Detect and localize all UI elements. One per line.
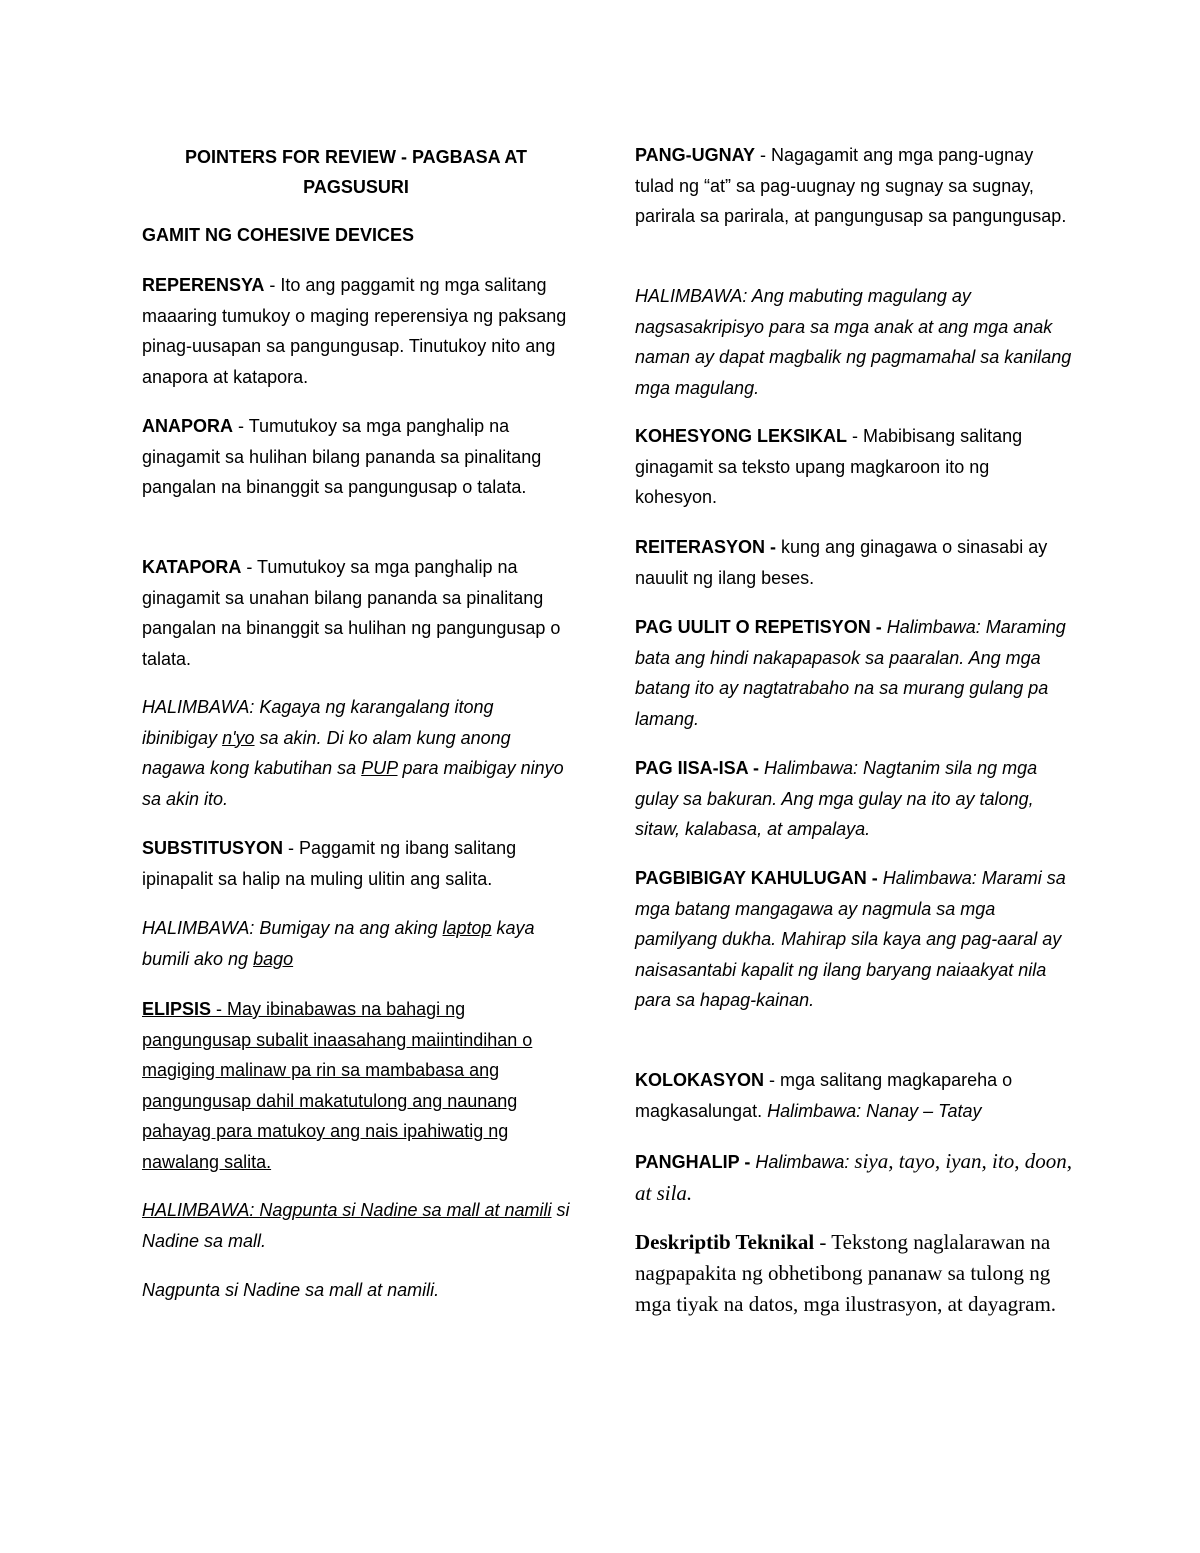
term-reiterasyon: REITERASYON - (635, 537, 777, 557)
term-pagiisa: PAG IISA-ISA - (635, 758, 760, 778)
pagbibigay-entry: PAGBIBIGAY KAHULUGAN - Halimbawa: Marami sa mga batang mangagawa ay nagmula sa mga pamilyang dukha. Mahirap sila kaya ang pag-aaral ay naisasantabi kapalit ng ilang baryang naiaakyat nila para sa hapag-kainan. (635, 868, 1066, 1010)
halimbawa-elipsis: HALIMBAWA: Nagpunta si Nadine sa mall at namili si Nadine sa mall. (142, 1200, 570, 1251)
term-anapora: ANAPORA (142, 416, 234, 436)
reiterasyon-entry: REITERASYON - kung ang ginagawa o sinasabi ay nauulit ng ilang beses. (635, 537, 1048, 588)
kohesyong-entry: KOHESYONG LEKSIKAL - Mabibisang salitang ginagamit sa teksto upang magkaroon ito ng kohesyon. (635, 426, 1023, 507)
term-katapora: KATAPORA (142, 557, 242, 577)
referensya-entry: REPERENSYA - Ito ang paggamit ng mga salitang maaaring tumukoy o maging reperensiya ng paksang pinag-uusapan sa pangungusap. Tinutukoy nito ang anapora at katapora. (142, 275, 567, 387)
katapora-entry: KATAPORA - Tumutukoy sa mga panghalip na ginagamit sa unahan bilang pananda sa pinalitang pangalan na binanggit sa hulihan ng pangungusap o talata. (142, 557, 561, 669)
term-paguulit: PAG UULIT O REPETISYON - (635, 617, 882, 637)
substitusyon-entry: SUBSTITUSYON - Paggamit ng ibang salitang ipinapalit sa halip na muling ulitin ang salita. (142, 838, 517, 889)
term-pangugnay: PANG-UGNAY (635, 145, 756, 165)
halimbawa-pangugnay: HALIMBAWA: Ang mabuting magulang ay nagsasakripisyo para sa mga anak at ang mga anak naman ay dapat magbalik ng pagmamahal sa kanilang mga magulang. (635, 286, 1072, 398)
paguulit-entry: PAG UULIT O REPETISYON - Halimbawa: Maraming bata ang hindi nakapapasok sa paaralan. Ang mga batang ito ay nagtatrabaho na sa murang gulang pa lamang. (635, 617, 1066, 729)
term-substitusyon: SUBSTITUSYON (142, 838, 284, 858)
halimbawa-anapora-katapora: HALIMBAWA: Kagaya ng karangalang itong ibinibigay n'yo sa akin. Di ko alam kung anong nagawa kong kabutihan sa PUP para maibigay ninyo sa akin ito. (142, 697, 564, 809)
pangugnay-entry: PANG-UGNAY - Nagagamit ang mga pang-ugnay tulad ng “at” sa pag-uugnay ng sugnay sa sugnay, parirala sa parirala, at pangungusap sa pangungusap. (635, 145, 1067, 226)
term-pagbibigay-kahulugan: PAGBIBIGAY KAHULUGAN - (635, 868, 878, 888)
page-title: POINTERS FOR REVIEW - PAGBASA AT PAGSUSURI (184, 147, 527, 197)
anapora-entry: ANAPORA - Tumutukoy sa mga panghalip na ginagamit sa hulihan bilang pananda sa pinalitang pangalan na binanggit sa pangungusap o talata. (142, 416, 542, 497)
kolokasyon-entry: KOLOKASYON - mga salitang magkapareha o magkasalungat. Halimbawa: Nanay – Tatay (635, 1070, 1013, 1121)
term-referensya: REPERENSYA (142, 275, 265, 295)
elipsis-entry: ELIPSIS - May ibinabawas na bahagi ng pangungusap subalit inaasahang maiintindihan o magiging malinaw pa rin sa mambabasa ang pangungusap dahil makatutulong ang naunang pahayag para matukoy ang nais ipahiwatig ng nawalang salita. (142, 999, 533, 1172)
panghalip-entry: PANGHALIP - Halimbawa: siya, tayo, iyan, ito, doon, at sila. (635, 1149, 1072, 1205)
term-kohesyong-leksikal: KOHESYONG LEKSIKAL (635, 426, 848, 446)
term-elipsis: ELIPSIS (142, 999, 212, 1019)
term-kolokasyon: KOLOKASYON (635, 1070, 765, 1090)
pagiisa-entry: PAG IISA-ISA - Halimbawa: Nagtanim sila ng mga gulay sa bakuran. Ang mga gulay na ito ay talong, sitaw, kalabasa, at ampalaya. (635, 758, 1038, 839)
halimbawa-elipsis-full: Nagpunta si Nadine sa mall at namili. (142, 1280, 440, 1300)
term-deskriptib-teknikal: Deskriptib Teknikal (635, 1230, 815, 1254)
term-panghalip: PANGHALIP - (635, 1152, 751, 1172)
section-heading: GAMIT NG COHESIVE DEVICES (142, 225, 415, 245)
deskriptib-entry: Deskriptib Teknikal - Tekstong naglalarawan na nagpapakita ng obhetibong pananaw sa tulong ng mga tiyak na datos, mga ilustrasyon, at dayagram. (635, 1230, 1057, 1316)
halimbawa-substitusyon: HALIMBAWA: Bumigay na ang aking laptop kaya bumili ako ng bago (142, 918, 535, 969)
